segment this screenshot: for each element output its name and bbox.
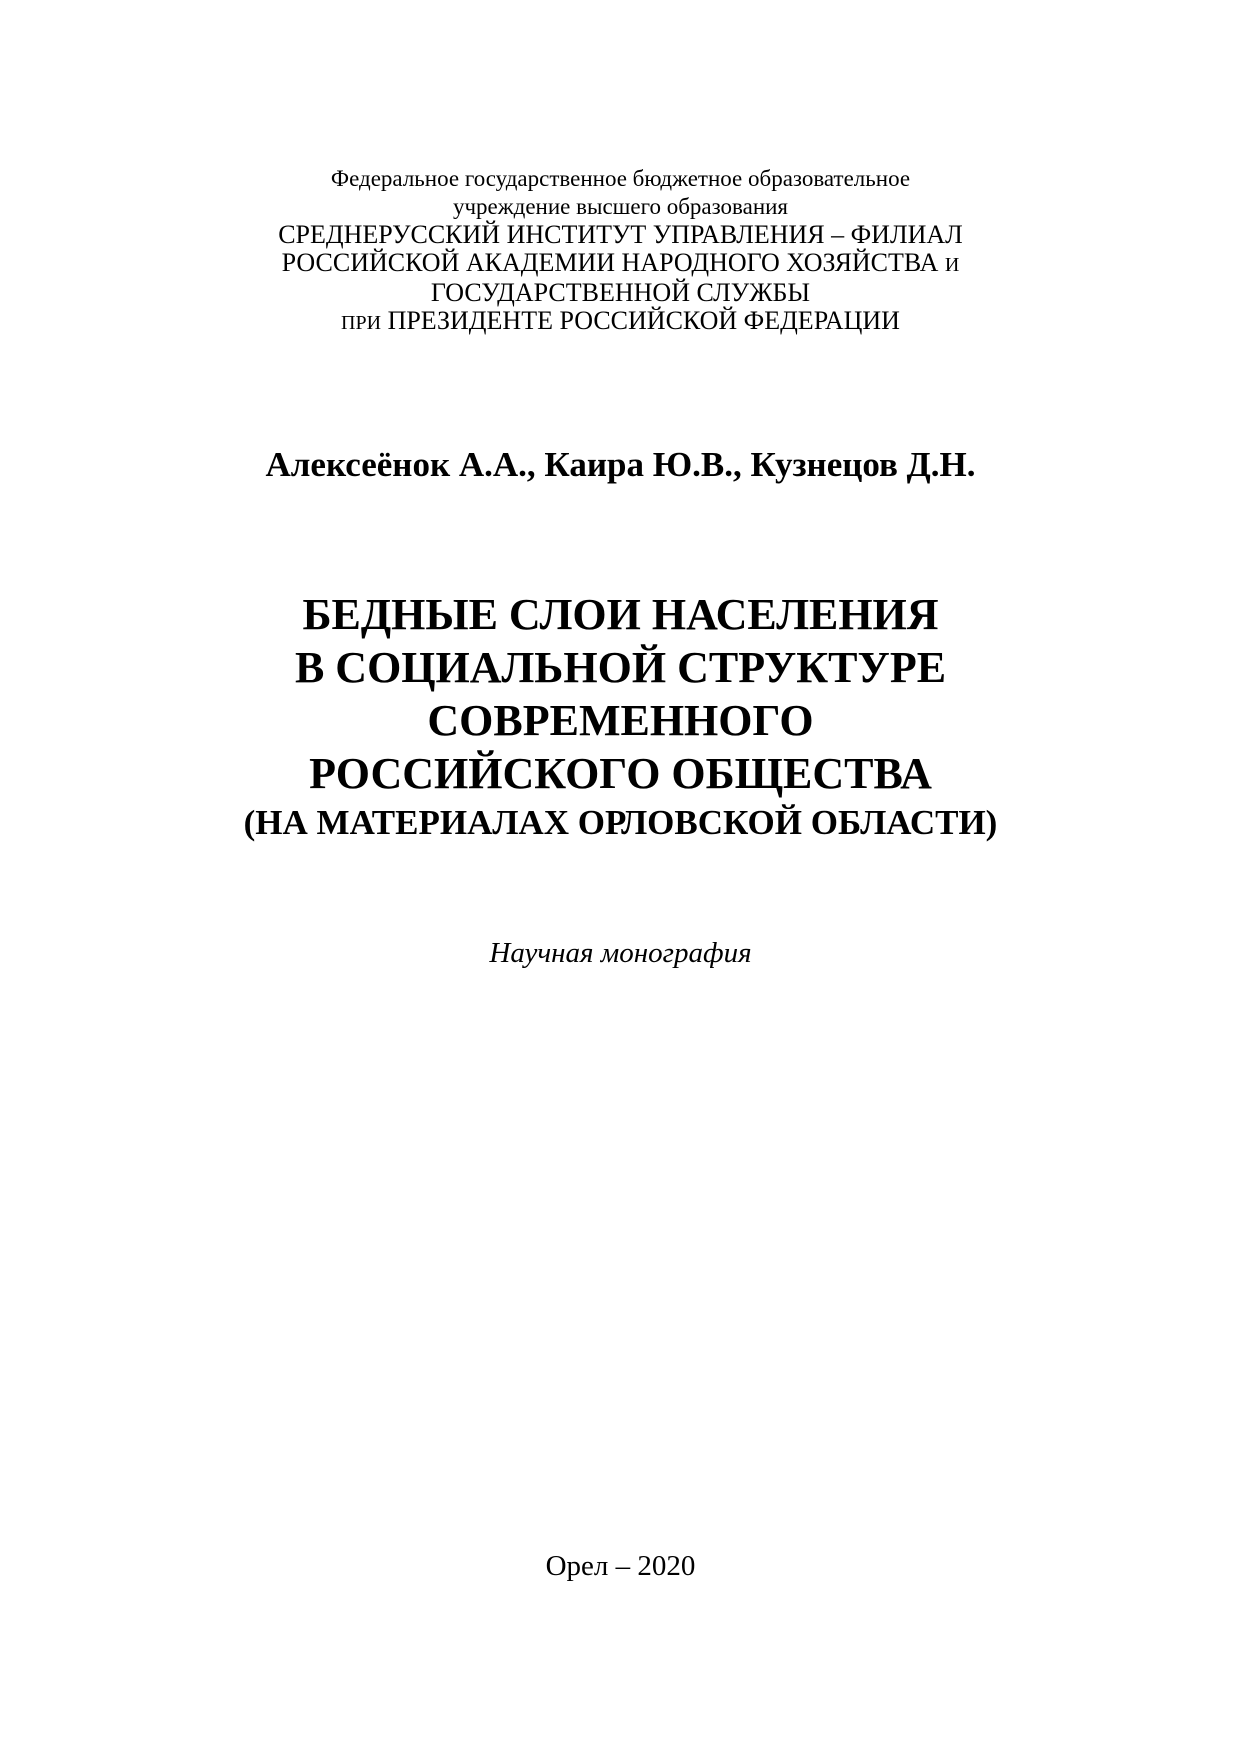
institution-line-6-main: ПРЕЗИДЕНТЕ РОССИЙСКОЙ ФЕДЕРАЦИИ (387, 306, 900, 335)
place-year: Орел – 2020 (545, 1550, 696, 1582)
authors: Алексеёнок А.А., Каира Ю.В., Кузнецов Д.Н. (265, 445, 976, 484)
title-line-3: СОВРЕМЕННОГО (427, 696, 814, 745)
book-subtitle: (НА МАТЕРИАЛАХ ОРЛОВСКОЙ ОБЛАСТИ) (243, 803, 998, 842)
institution-line-3: СРЕДНЕРУССКИЙ ИНСТИТУТ УПРАВЛЕНИЯ – ФИЛИАЛ (278, 220, 963, 249)
title-line-2: В СОЦИАЛЬНОЙ СТРУКТУРЕ (294, 643, 947, 692)
institution-line-6-small: ПРИ (341, 312, 382, 334)
book-title (0, 588, 1241, 846)
title-line-1: БЕДНЫЕ СЛОИ НАСЕЛЕНИЯ (302, 590, 939, 639)
institution-line-1: Федеральное государственное бюджетное образовательное (330, 166, 911, 191)
institution-header (0, 165, 1241, 337)
genre: Научная монография (489, 937, 752, 969)
institution-line-4-main: РОССИЙСКОЙ АКАДЕМИИ НАРОДНОГО ХОЗЯЙСТВА (281, 248, 939, 277)
institution-line-4 (0, 249, 1241, 279)
institution-line-5: ГОСУДАРСТВЕННОЙ СЛУЖБЫ (430, 278, 811, 307)
institution-line-2: учреждение высшего образования (452, 194, 789, 219)
institution-line-4-small: И (944, 254, 960, 276)
title-line-4: РОССИЙСКОГО ОБЩЕСТВА (309, 749, 932, 798)
institution-line-6 (0, 307, 1241, 337)
